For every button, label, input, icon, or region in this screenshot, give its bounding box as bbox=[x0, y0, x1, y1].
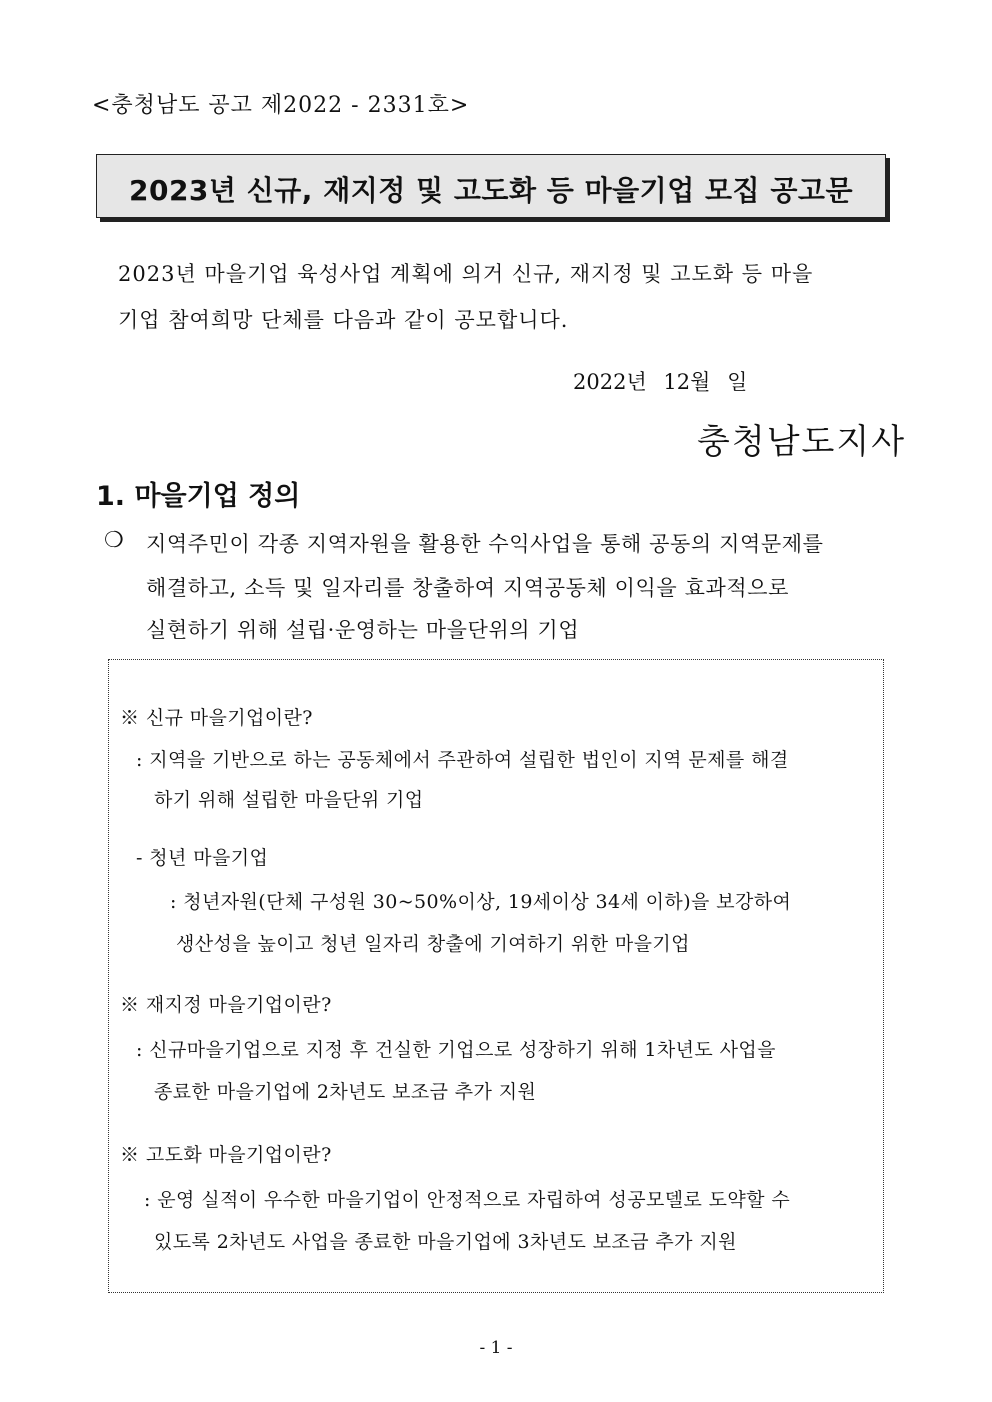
intro-line-2: 기업 참여희망 단체를 다음과 같이 공모합니다. bbox=[118, 308, 569, 332]
section-title: 1. 마을기업 정의 bbox=[96, 481, 301, 512]
advanced-line-1: : 운영 실적이 우수한 마을기업이 안정적으로 자립하여 성공모델로 도약할 수 bbox=[144, 1189, 791, 1211]
notice-number: <충청남도 공고 제2022 - 2331호> bbox=[92, 93, 470, 118]
advanced-line-2: 있도록 2차년도 사업을 종료한 마을기업에 3차년도 보조금 추가 지원 bbox=[154, 1231, 737, 1253]
redesignation-line-2: 종료한 마을기업에 2차년도 보조금 추가 지원 bbox=[154, 1081, 537, 1103]
intro-line-1: 2023년 마을기업 육성사업 계획에 의거 신규, 재지정 및 고도화 등 마을 bbox=[118, 262, 814, 286]
new-heading: ※ 신규 마을기업이란? bbox=[120, 707, 313, 729]
title-box bbox=[96, 154, 886, 218]
announcement-date: 2022년 12월 일 bbox=[573, 370, 748, 394]
youth-line-2: 생산성을 높이고 청년 일자리 창출에 기여하기 위한 마을기업 bbox=[176, 933, 690, 955]
new-line-2: 하기 위해 설립한 마을단위 기업 bbox=[154, 789, 424, 811]
advanced-heading: ※ 고도화 마을기업이란? bbox=[120, 1144, 332, 1166]
issuer: 충청남도지사 bbox=[697, 422, 907, 462]
page-number: - 1 - bbox=[479, 1338, 513, 1358]
redesignation-heading: ※ 재지정 마을기업이란? bbox=[120, 994, 332, 1016]
youth-line-1: : 청년자원(단체 구성원 30~50%이상, 19세이상 34세 이하)을 보강하여 bbox=[170, 891, 792, 913]
definition-line-3: 실현하기 위해 설립·운영하는 마을단위의 기업 bbox=[146, 618, 580, 642]
definition-line-2: 해결하고, 소득 및 일자리를 창출하여 지역공동체 이익을 효과적으로 bbox=[146, 576, 790, 600]
redesignation-line-1: : 신규마을기업으로 지정 후 건실한 기업으로 성장하기 위해 1차년도 사업을 bbox=[136, 1039, 776, 1061]
definition-line-1: 지역주민이 각종 지역자원을 활용한 수익사업을 통해 공동의 지역문제를 bbox=[146, 532, 824, 556]
document-title: 2023년 신규, 재지정 및 고도화 등 마을기업 모집 공고문 bbox=[128, 174, 853, 207]
bullet-icon: ❍ bbox=[104, 528, 124, 553]
new-line-1: : 지역을 기반으로 하는 공동체에서 주관하여 설립한 법인이 지역 문제를 해결 bbox=[136, 749, 789, 771]
youth-heading: - 청년 마을기업 bbox=[136, 847, 269, 869]
